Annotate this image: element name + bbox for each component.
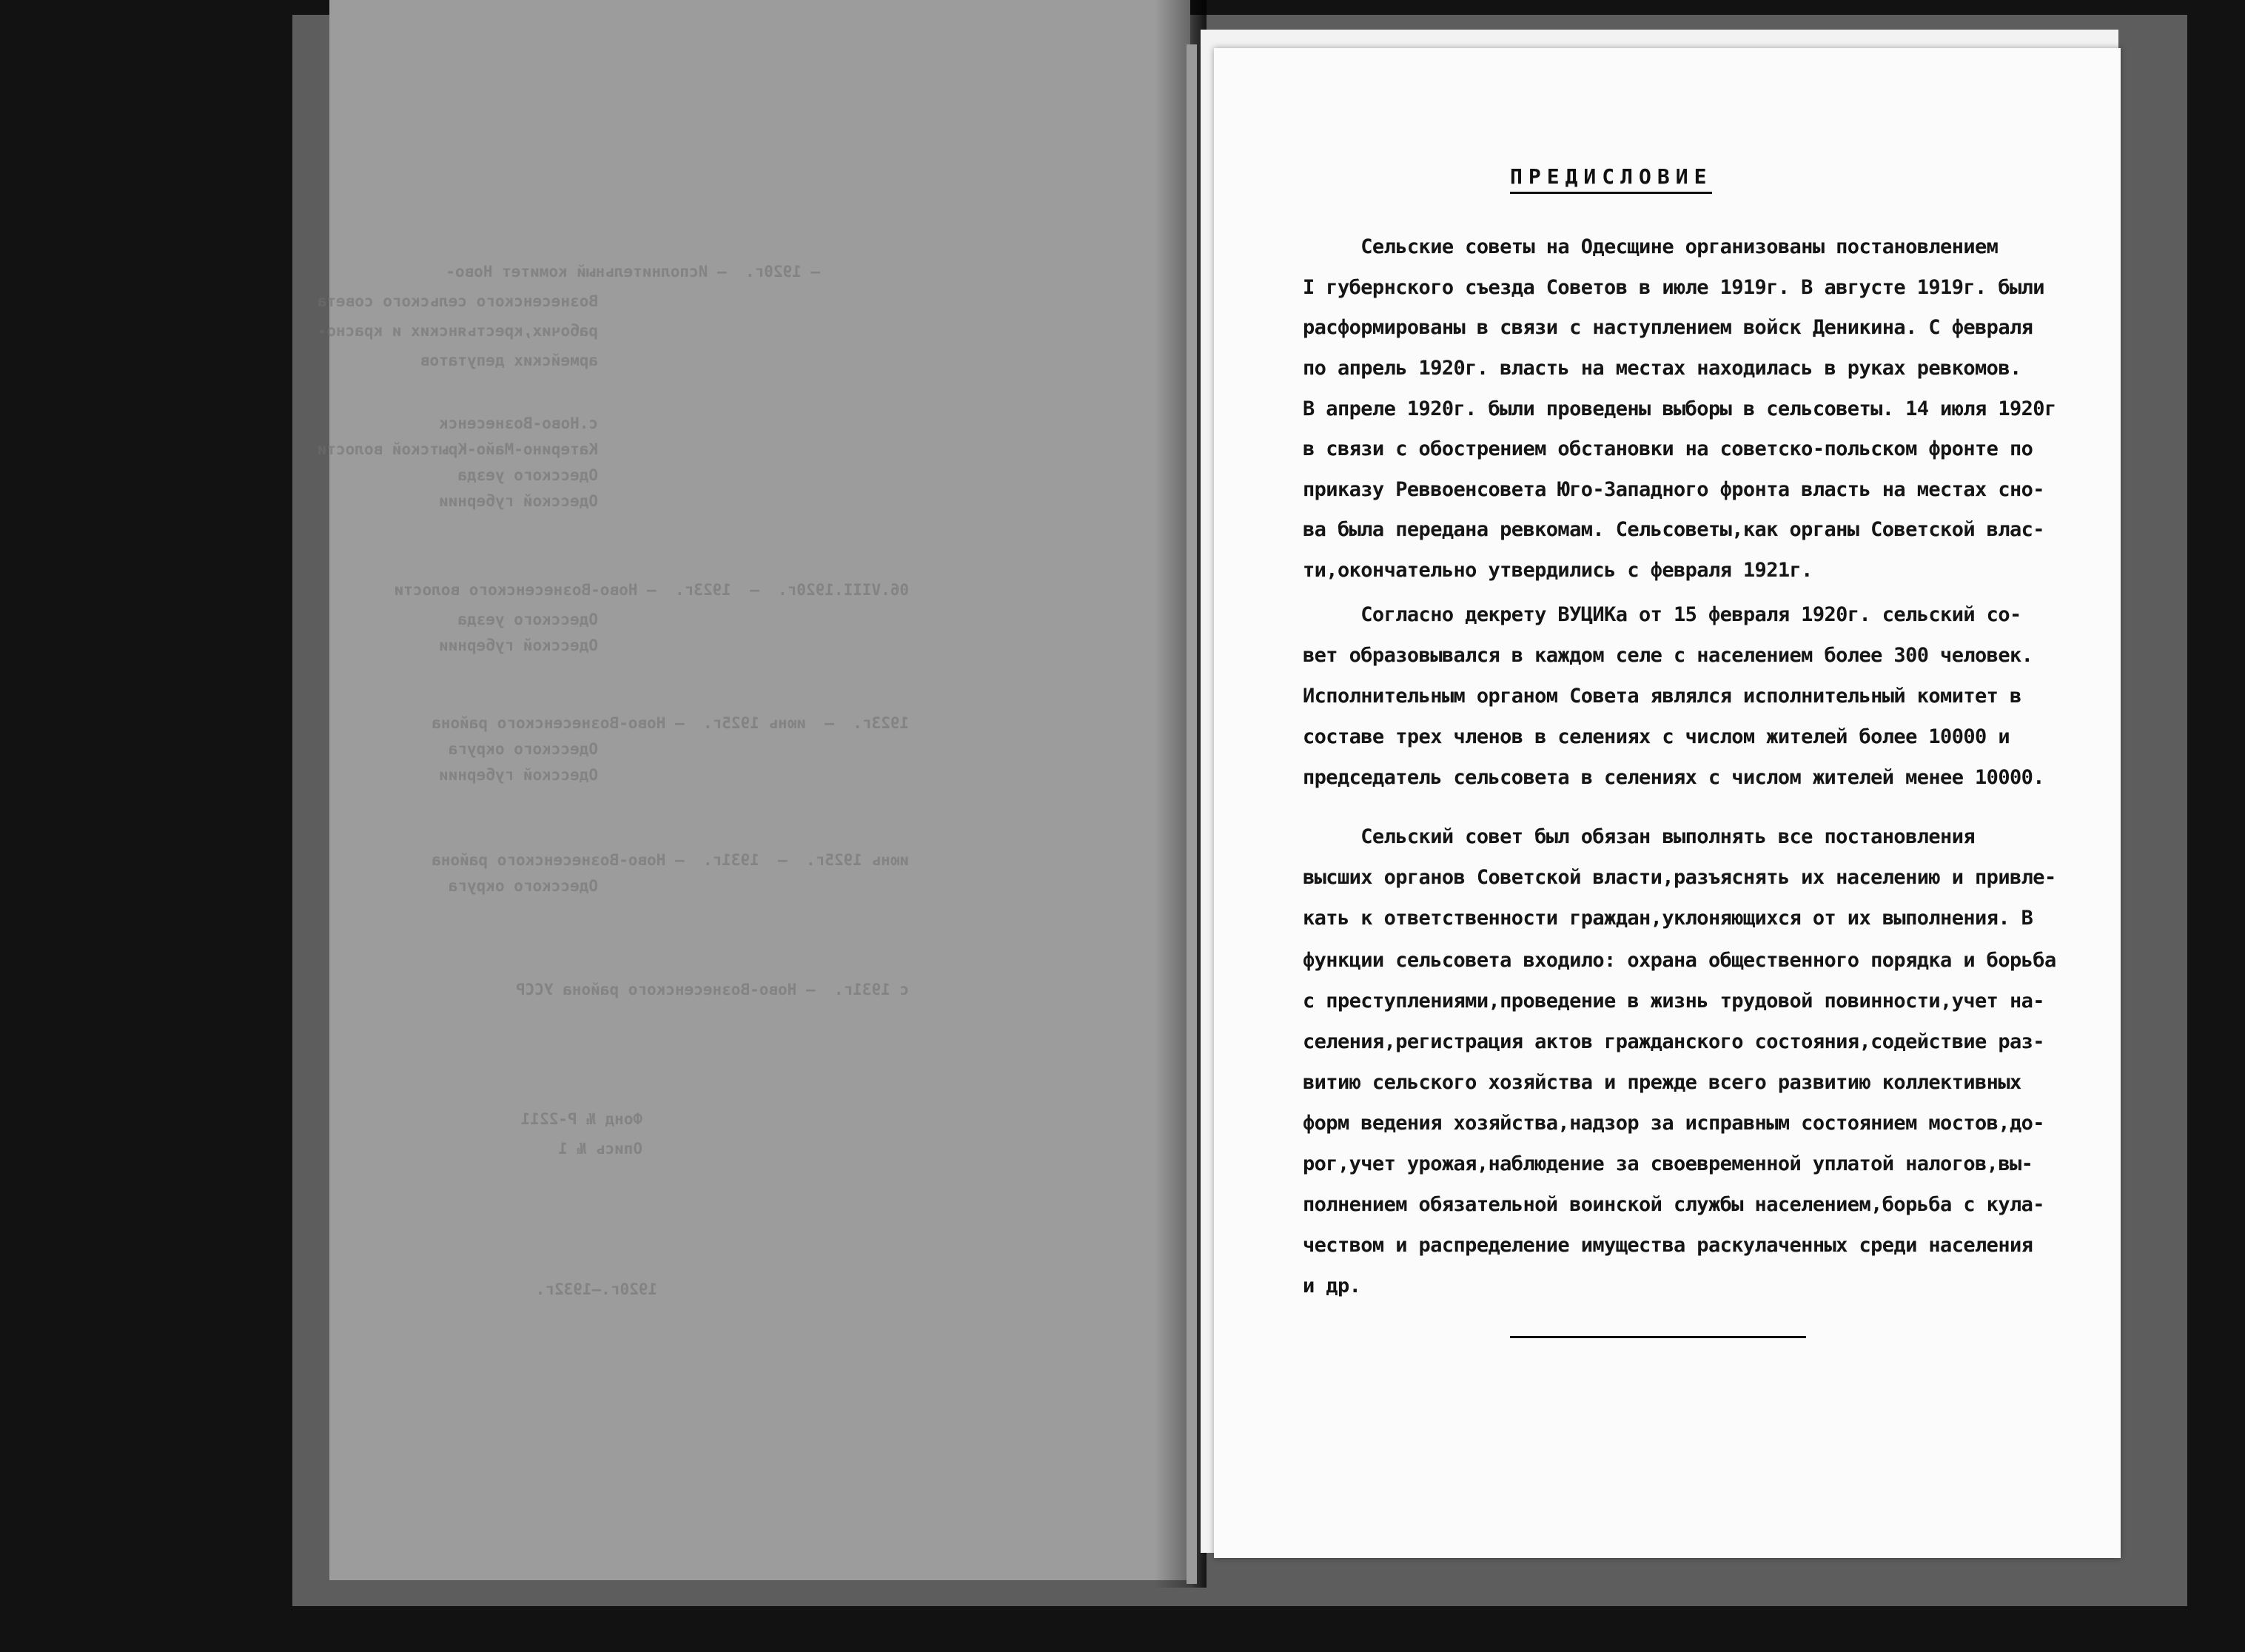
text-line: селения,регистрация актов гражданского состояния,содействие раз- bbox=[1303, 1030, 2044, 1053]
text-line: I губернского съезда Советов в июле 1919г. В августе 1919г. были bbox=[1303, 276, 2044, 299]
text-line: кать к ответственности граждан,уклоняющихся от их выполнения. В bbox=[1303, 907, 2033, 930]
left-page-edge bbox=[1187, 44, 1197, 1584]
text-line: председатель сельсовета в селениях с числом жителей менее 10000. bbox=[1303, 766, 2044, 789]
text-line: Сельские советы на Одесщине организованы постановлением bbox=[1303, 235, 1999, 258]
text-line: рог,учет урожая,наблюдение за своевременной уплатой налогов,вы- bbox=[1303, 1152, 2033, 1175]
right-page bbox=[1214, 48, 2121, 1558]
text-line: вет образовывался в каждом селе с населением более 300 человек. bbox=[1303, 644, 2033, 667]
text-line: составе трех членов в селениях с числом жителей более 10000 и bbox=[1303, 725, 2010, 748]
text-line: приказу Реввоенсовета Юго-Западного фронта власть на местах сно- bbox=[1303, 478, 2044, 501]
text-line: в связи с обострением обстановки на советско-польском фронте по bbox=[1303, 437, 2033, 460]
text-line: Сельский совет был обязан выполнять все постановления bbox=[1303, 825, 1976, 848]
text-line: и др. bbox=[1303, 1275, 1361, 1297]
text-line: высших органов Советской власти,разъяснять их населению и привле- bbox=[1303, 866, 2056, 889]
spine-shadow bbox=[1155, 0, 1207, 1588]
text-line: ва была передана ревкомам. Сельсоветы,как органы Советской влас- bbox=[1303, 518, 2044, 541]
bleed-through-text: – 1920г. – Исполнительный комитет Ново- Вознесенского сельского совета рабочих,крестьянских и красно- армейских депутатов с.Ново-Вознесенск Катерино-Майо-Крытской волости Одесского уезда Одесской губернии 06.VIII.1920г. – 1923г. – Ново-Вознесенского волости Одесского уезда Одесской губернии 1923г. – июнь 1925г. – Ново-Вознесенского района Одесского округа Одесской губернии июнь 1925г. – 1931г. – Ново-Вознесенского района Одесского округа с 1931г. – Ново-Вознесенского района УССР Фонд № Р-2211 Опись № 1 1920г.–1932г. bbox=[317, 263, 909, 1298]
closing-rule bbox=[1510, 1336, 1806, 1338]
left-page bbox=[317, 0, 1190, 1580]
text-line: форм ведения хозяйства,надзор за исправным состоянием мостов,до- bbox=[1303, 1112, 2044, 1135]
text-line: функции сельсовета входило: охрана общественного порядка и борьба bbox=[1303, 949, 2056, 972]
text-line: витию сельского хозяйства и прежде всего развитию коллективных bbox=[1303, 1071, 2021, 1094]
text-line: Согласно декрету ВУЦИКа от 15 февраля 1920г. сельский со- bbox=[1303, 603, 2021, 626]
text-line: по апрель 1920г. власть на местах находилась в руках ревкомов. bbox=[1303, 357, 2021, 380]
text-line: расформированы в связи с наступлением войск Деникина. С февраля bbox=[1303, 316, 2033, 339]
page-heading: ПРЕДИСЛОВИЕ bbox=[1510, 164, 1712, 194]
text-line: полнением обязательной воинской службы населением,борьба с кула- bbox=[1303, 1193, 2044, 1216]
text-line: Исполнительным органом Совета являлся исполнительный комитет в bbox=[1303, 685, 2021, 708]
text-line: с преступлениями,проведение в жизнь трудовой повинности,учет на- bbox=[1303, 990, 2044, 1013]
text-line: ти,окончательно утвердились с февраля 1921г. bbox=[1303, 559, 1813, 582]
text-line: чеством и распределение имущества раскулаченных среди населения bbox=[1303, 1234, 2033, 1257]
text-line: В апреле 1920г. были проведены выборы в сельсоветы. 14 июля 1920г bbox=[1303, 397, 2056, 420]
